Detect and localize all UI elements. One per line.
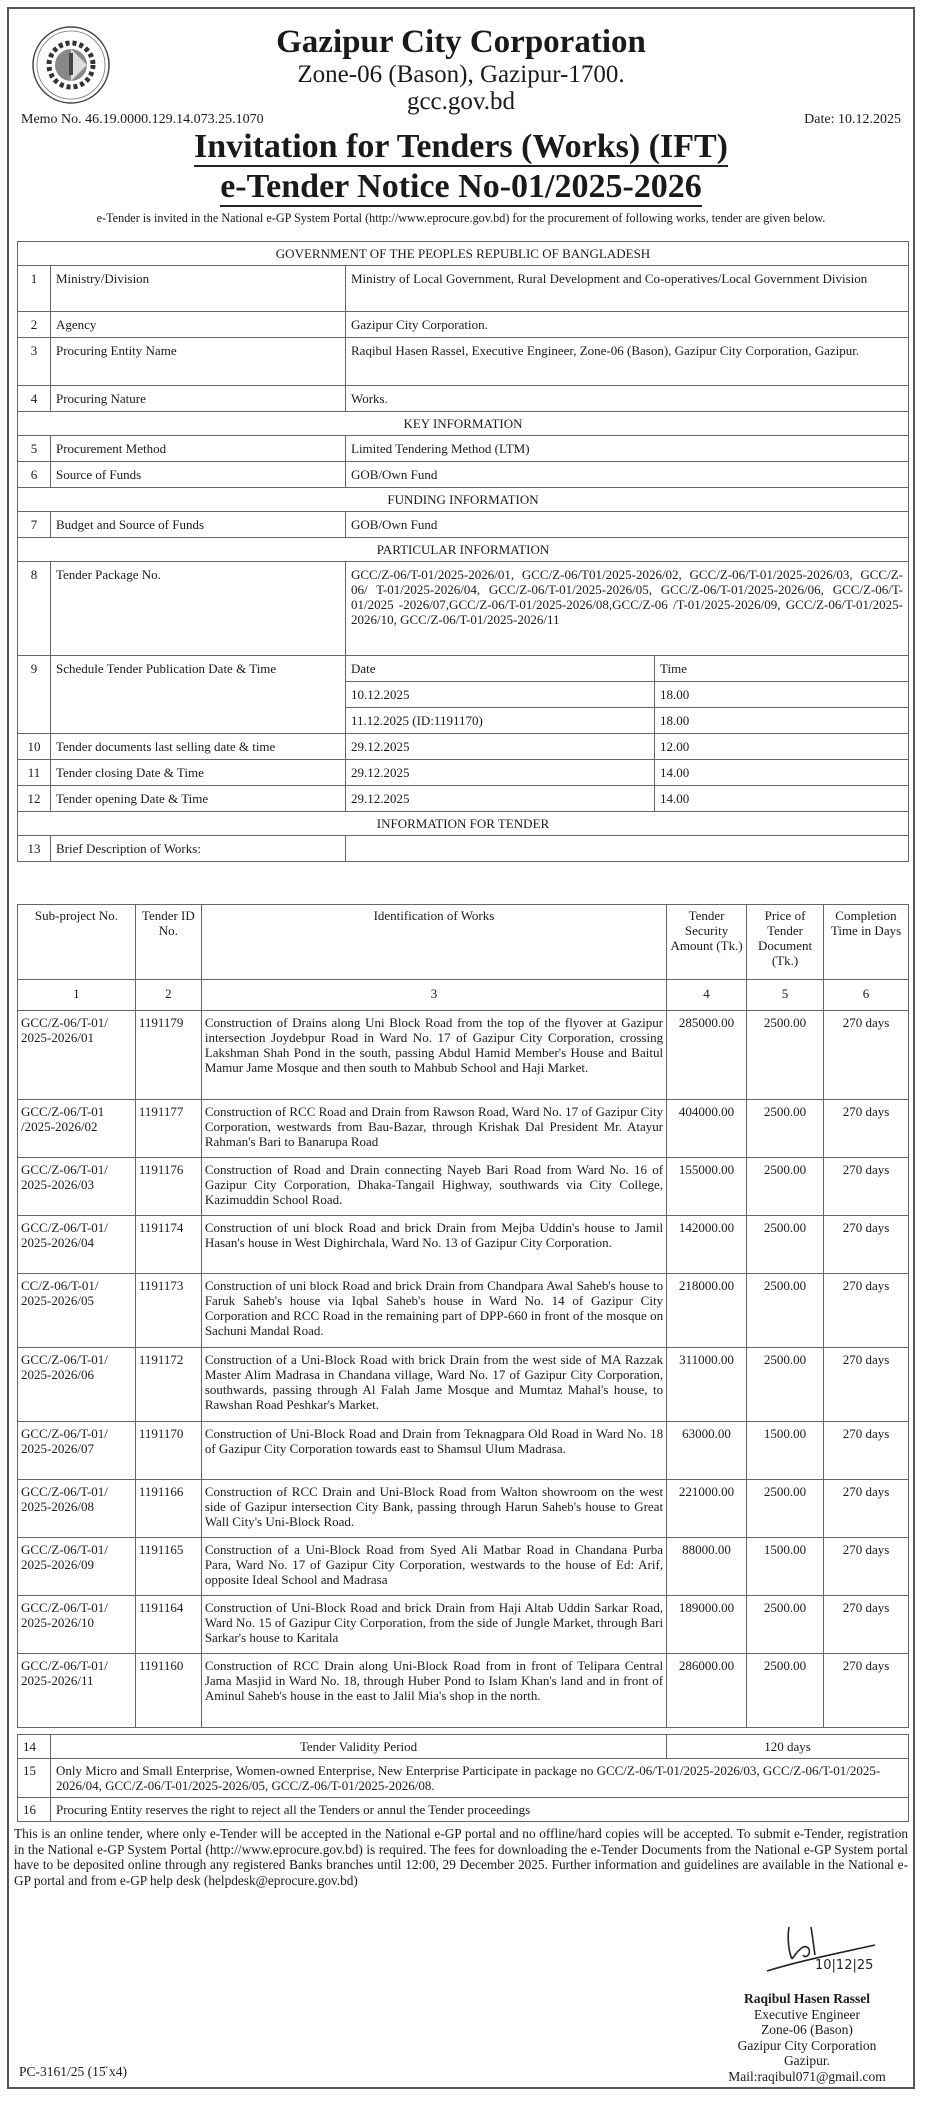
security-amount: 311000.00 [667,1348,747,1422]
works-row [18,1274,909,1348]
completion-time: 270 days [824,1480,909,1538]
document-price: 2500.00 [747,1011,824,1100]
document-price: 2500.00 [747,1274,824,1348]
document-price: 2500.00 [747,1596,824,1654]
security-amount: 286000.00 [667,1654,747,1728]
rights-row [18,1798,909,1822]
works-row [18,1422,909,1480]
info-row [18,462,909,488]
notice-number [9,167,913,207]
row-value: Gazipur City Corporation. [346,312,909,338]
works-row [18,1216,909,1274]
security-amount: 142000.00 [667,1216,747,1274]
schedule-date: 11.12.2025 (ID:1191170) [346,708,655,734]
completion-time: 270 days [824,1274,909,1348]
completion-time: 270 days [824,1596,909,1654]
signatory-designation: Executive Engineer [753,2006,861,2022]
row-number: 13 [18,836,51,862]
signatory-city: Gazipur. [783,2053,831,2068]
col-header-security: Tender Security Amount (Tk.) [667,905,747,980]
col-number: 5 [747,980,824,1011]
document-price: 2500.00 [747,1158,824,1216]
col-number: 3 [201,980,666,1011]
schedule-date: 10.12.2025 [346,682,655,708]
info-row [18,436,909,462]
rights-text: Procuring Entity reserves the right to reject all the Tenders or annul the Tender proceedings [51,1798,909,1822]
work-description: Construction of Uni-Block Road and Drain from Teknagpara Old Road in Ward No. 18 of Gazipur City Corporation towards east to Shamsul Ulum Madrasa. [201,1422,666,1480]
notice-number-text: e-Tender Notice No-01/2025-2026 [220,168,702,205]
info-row [18,386,909,412]
works-row [18,1654,909,1728]
tender-info-table [17,241,909,862]
column-number-row [18,980,909,1011]
work-description: Construction of Uni-Block Road and brick Drain from Haji Altab Uddin Sarkar Road, Ward No. 15 of Gazipur City Corporation, from the side of Jungle Market, through Bari Sarkar's house to Karitala [201,1596,666,1654]
row-value: Raqibul Hasen Rassel, Executive Engineer, Zone-06 (Bason), Gazipur City Corporation, Gazipur. [346,338,909,386]
work-description: Construction of Drains along Uni Block Road from the top of the flyover at Gazipur intersection Joydebpur Road in Ward No. 17 of Gazipur City Corporation, crossing Lakshman Shah Pond in the south, passing Abdul Hamid Member's House and Baitul Mamur Jame Mosque and then south to Mahbub School and Haji Market. [201,1011,666,1100]
row-value [346,836,909,862]
works-header-row [18,905,909,980]
signatory-zone: Zone-06 (Bason) [761,2022,853,2037]
security-amount: 404000.00 [667,1100,747,1158]
subproject-no: GCC/Z-06/T-01/ 2025-2026/11 [18,1654,136,1728]
document-price: 2500.00 [747,1100,824,1158]
notice-date: Date: 10.12.2025 [804,112,901,127]
row-date: 29.12.2025 [346,734,655,760]
row-time: 14.00 [655,786,909,812]
works-row [18,1100,909,1158]
tender-id: 1191177 [135,1100,201,1158]
works-row [18,1480,909,1538]
col-header-completion: Completion Time in Days [824,905,909,980]
security-amount: 88000.00 [667,1538,747,1596]
security-amount: 189000.00 [667,1596,747,1654]
works-row [18,1538,909,1596]
row-label: Procuring Nature [51,386,346,412]
work-description: Construction of RCC Drain along Uni-Block Road from in front of Telipara Central Jama Masjid in Ward No. 18, through Huber Pond to Islam Khan's land and in front of Aminul Saheb's house in the east to Jalil Mia's shop in the north. [201,1654,666,1728]
works-table [17,904,909,1728]
document-price: 1500.00 [747,1538,824,1596]
info-row [18,312,909,338]
organization-name: Gazipur City Corporation [276,24,646,60]
security-amount: 218000.00 [667,1274,747,1348]
row-label: Tender opening Date & Time [51,786,346,812]
info-row [18,512,909,538]
work-description: Construction of Road and Drain connecting Nayeb Bari Road from Ward No. 16 of Gazipur City Corporation, Dhaka-Tangail Highway, southwards via City College, Kazimuddin School Road. [201,1158,666,1216]
validity-row [18,1735,909,1759]
date-row [18,786,909,812]
subproject-no: GCC/Z-06/T-01/ 2025-2026/10 [18,1596,136,1654]
tender-id: 1191172 [135,1348,201,1422]
row-number: 7 [18,512,51,538]
completion-time: 270 days [824,1348,909,1422]
tender-id: 1191160 [135,1654,201,1728]
signatory-org: Gazipur City Corporation [737,2037,877,2053]
row-value: Limited Tendering Method (LTM) [346,436,909,462]
subproject-no: GCC/Z-06/T-01/ 2025-2026/07 [18,1422,136,1480]
row-number: 15 [18,1759,51,1798]
date-row [18,734,909,760]
tender-id: 1191164 [135,1596,201,1654]
subproject-no: GCC/Z-06/T-01/ 2025-2026/03 [18,1158,136,1216]
row-date: 29.12.2025 [346,786,655,812]
row-value: GOB/Own Fund [346,512,909,538]
section-heading-row [18,538,909,562]
pc-code: PC-3161/25 (15̋ x4) [19,2064,127,2079]
section-heading-row [18,488,909,512]
row-number: 3 [18,338,51,386]
works-row [18,1158,909,1216]
row-number: 8 [18,562,51,656]
section-heading-row [18,412,909,436]
row-number: 2 [18,312,51,338]
final-terms-table [17,1734,909,1822]
completion-time: 270 days [824,1654,909,1728]
section-heading-row [18,242,909,266]
row-number: 6 [18,462,51,488]
subproject-no: CC/Z-06/T-01/ 2025-2026/05 [18,1274,136,1348]
document-price: 2500.00 [747,1216,824,1274]
tender-id: 1191170 [135,1422,201,1480]
row-label: Tender Package No. [51,562,346,656]
works-row [18,1596,909,1654]
memo-number: Memo No. 46.19.0000.129.14.073.25.1070 [21,112,264,127]
security-amount: 155000.00 [667,1158,747,1216]
work-description: Construction of uni block Road and brick Drain from Chandpara Awal Saheb's house to Faruk Saheb's house via Iqbal Saheb's house in Ward No. 14 of Gazipur City Corporation and RCC Road in the remaining part of DPP-660 in front of the mosque on Sachuni Mandal Road. [201,1274,666,1348]
subproject-no: GCC/Z-06/T-01/ 2025-2026/08 [18,1480,136,1538]
eligibility-text: Only Micro and Small Enterprise, Women-owned Enterprise, New Enterprise Participate in package no GCC/Z-06/T-01/2025-2026/03, GCC/Z-06/T-01/2025-2026/04, GCC/Z-06/T-01/2025-2026/05, GCC/Z-06/T-01/2025-2026/08. [51,1759,909,1798]
row-number: 14 [18,1735,51,1759]
date-header: Date [346,656,655,682]
col-header-tender-id: Tender ID No. [135,905,201,980]
row-number: 4 [18,386,51,412]
schedule-row [18,656,909,682]
completion-time: 270 days [824,1216,909,1274]
notice-page [7,7,915,2089]
section-heading-row [18,812,909,836]
key-info-heading: KEY INFORMATION [18,412,909,436]
time-header: Time [655,656,909,682]
col-number: 1 [18,980,136,1011]
signatory-name: Raqibul Hasen Rassel [743,1991,871,2006]
row-number: 16 [18,1798,51,1822]
document-price: 2500.00 [747,1480,824,1538]
intro-text: e-Tender is invited in the National e-GP System Portal (http://www.eprocure.gov.bd) for the procurement of following works, tender are given below. [96,211,826,225]
signatory-email[interactable]: Mail:raqibul071@gmail.com [728,2068,886,2084]
row-number: 12 [18,786,51,812]
row-label: Schedule Tender Publication Date & Time [51,656,346,734]
works-row [18,1348,909,1422]
schedule-time: 18.00 [655,708,909,734]
particular-info-heading: PARTICULAR INFORMATION [18,538,909,562]
tender-id: 1191173 [135,1274,201,1348]
tender-id: 1191179 [135,1011,201,1100]
row-label: Brief Description of Works: [51,836,346,862]
row-time: 14.00 [655,760,909,786]
ift-title-text: Invitation for Tenders (Works) (IFT) [194,128,728,165]
completion-time: 270 days [824,1422,909,1480]
package-row [18,562,909,656]
schedule-time: 18.00 [655,682,909,708]
completion-time: 270 days [824,1011,909,1100]
security-amount: 285000.00 [667,1011,747,1100]
work-description: Construction of a Uni-Block Road from Syed Ali Matbar Road in Chandana Purba Para, Ward No. 17 of Gazipur City Corporation, westwards to the house of Ed: Arif, opposite Ideal School and Madrasa [201,1538,666,1596]
validity-label: Tender Validity Period [51,1735,667,1759]
completion-time: 270 days [824,1100,909,1158]
document-price: 2500.00 [747,1348,824,1422]
completion-time: 270 days [824,1158,909,1216]
package-list: GCC/Z-06/T-01/2025-2026/01, GCC/Z-06/T01/2025-2026/02, GCC/Z-06/T-01/2025-2026/03, GCC/Z-06/ T-01/2025-2026/04, GCC/Z-06/T-01/2025-2026/05, GCC/Z-06/T-01/2025-2026/06, GCC/Z-06/T-01/2025 -2026/07,GCC/Z-06/T-01/2025-2026/08,GCC/Z-06 /T-01/2025-2026/09, GCC/Z-06/T-01/2025-2026/10, GCC/Z-06/T-01/2025-2026/11 [346,562,909,656]
security-amount: 63000.00 [667,1422,747,1480]
row-label: Procuring Entity Name [51,338,346,386]
row-value: Ministry of Local Government, Rural Development and Co-operatives/Local Government Division [346,266,909,312]
row-date: 29.12.2025 [346,760,655,786]
online-tender-note: This is an online tender, where only e-Tender will be accepted in the National e-GP portal and no offline/hard copies will be accepted. To submit e-Tender, registration in the National e-GP System Portal (http://www.eprocure.gov.bd) is required. The fees for downloading the e-Tender Documents from the National e-GP System portal have to be deposited online through any registered Banks branches until 12:00, 29 December 2025. Further information and guidelines are available in the National e-GP portal and from e-GP help desk (helpdesk@eprocure.gov.bd) [14,1826,908,1888]
eligibility-row [18,1759,909,1798]
tender-id: 1191174 [135,1216,201,1274]
validity-value: 120 days [667,1735,909,1759]
col-header-subproject: Sub-project No. [18,905,136,980]
organization-address: Zone-06 (Bason), Gazipur-1700. [297,61,625,88]
document-price: 1500.00 [747,1422,824,1480]
row-label: Tender documents last selling date & time [51,734,346,760]
works-row [18,1011,909,1100]
signatory-block [707,1991,907,2084]
col-header-identification: Identification of Works [201,905,666,980]
organization-website[interactable]: gcc.gov.bd [406,88,516,115]
date-row [18,760,909,786]
security-amount: 221000.00 [667,1480,747,1538]
subproject-no: GCC/Z-06/T-01/ 2025-2026/01 [18,1011,136,1100]
funding-info-heading: FUNDING INFORMATION [18,488,909,512]
work-description: Construction of RCC Road and Drain from Rawson Road, Ward No. 17 of Gazipur City Corporation, westwards from Bau-Bazar, through Krishak Dal President Mr. Atayur Rahman's Bari to Banarupa Road [201,1100,666,1158]
subproject-no: GCC/Z-06/T-01/ 2025-2026/09 [18,1538,136,1596]
row-number: 5 [18,436,51,462]
info-row [18,338,909,386]
subproject-no: GCC/Z-06/T-01/ 2025-2026/04 [18,1216,136,1274]
row-number: 11 [18,760,51,786]
row-number: 9 [18,656,51,734]
gov-heading: GOVERNMENT OF THE PEOPLES REPUBLIC OF BANGLADESH [18,242,909,266]
completion-time: 270 days [824,1538,909,1596]
work-description: Construction of uni block Road and brick Drain from Mejba Uddin's house to Jamil Hasan's house in West Dighirchala, Ward No. 13 of Gazipur City Corporation. [201,1216,666,1274]
signature-icon [759,1919,879,1979]
col-header-price: Price of Tender Document (Tk.) [747,905,824,980]
col-number: 4 [667,980,747,1011]
row-label: Ministry/Division [51,266,346,312]
row-number: 10 [18,734,51,760]
row-number: 1 [18,266,51,312]
row-label: Source of Funds [51,462,346,488]
subproject-no: GCC/Z-06/T-01/ 2025-2026/06 [18,1348,136,1422]
svg-text:10|12|25: 10|12|25 [815,1958,874,1973]
work-description: Construction of a Uni-Block Road with brick Drain from the west side of MA Razzak Master Alim Madrasa in Chandana village, Ward No. 17 of Gazipur City Corporation, southwards, passing through Al Falah Jame Mosque and Mumtaz Mahal's house, to Rawshan Road Peshkar's Market. [201,1348,666,1422]
row-label: Tender closing Date & Time [51,760,346,786]
tender-info-heading: INFORMATION FOR TENDER [18,812,909,836]
col-number: 2 [135,980,201,1011]
col-number: 6 [824,980,909,1011]
tender-id: 1191176 [135,1158,201,1216]
tender-id: 1191165 [135,1538,201,1596]
work-description: Construction of RCC Drain and Uni-Block Road from Walton showroom on the west side of Gazipur intersection City Bank, passing through Harun Saheb's house to Great Wall City's Uni-Block Road. [201,1480,666,1538]
row-time: 12.00 [655,734,909,760]
row-label: Agency [51,312,346,338]
subproject-no: GCC/Z-06/T-01 /2025-2026/02 [18,1100,136,1158]
row-label: Procurement Method [51,436,346,462]
info-row [18,266,909,312]
info-row [18,836,909,862]
tender-id: 1191166 [135,1480,201,1538]
row-label: Budget and Source of Funds [51,512,346,538]
row-value: GOB/Own Fund [346,462,909,488]
document-price: 2500.00 [747,1654,824,1728]
page-title [9,127,913,167]
row-value: Works. [346,386,909,412]
